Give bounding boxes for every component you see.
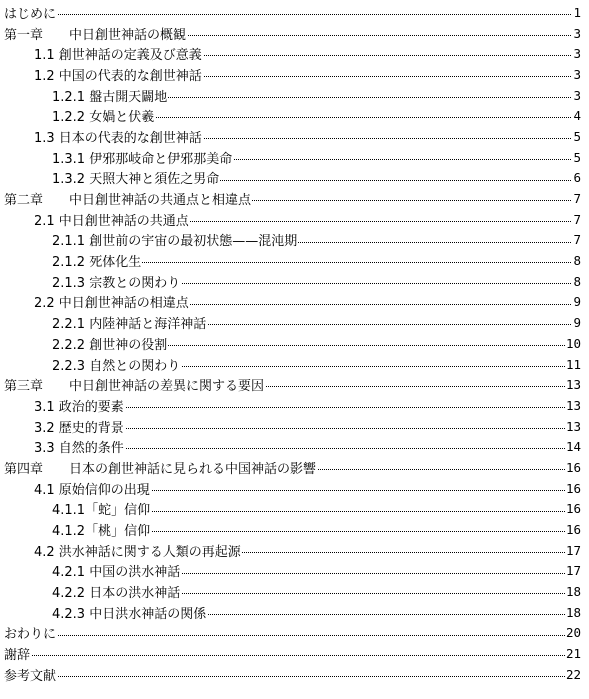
toc-entry-title: 2.1.2 死体化生 bbox=[52, 251, 142, 270]
toc-entry[interactable] bbox=[0, 333, 581, 354]
toc-entry-page: 22 bbox=[565, 666, 581, 682]
toc-entry-title: 2.1.1 創世前の宇宙の最初状態——混沌期 bbox=[52, 230, 298, 249]
toc-entry-page: 5 bbox=[573, 128, 581, 144]
dot-leader bbox=[4, 655, 581, 656]
toc-entry-page: 7 bbox=[573, 232, 581, 248]
toc-entry[interactable] bbox=[0, 395, 581, 416]
toc-entry-title: 1.3.1 伊邪那岐命と伊邪那美命 bbox=[52, 148, 233, 167]
toc-entry-title: 第二章 中日創世神話の共通点と相違点 bbox=[4, 189, 252, 208]
toc-entry-page: 5 bbox=[573, 149, 581, 165]
toc-entry-page: 16 bbox=[565, 459, 581, 475]
toc-entry[interactable] bbox=[0, 623, 581, 644]
toc-entry-title: 3.3 自然的条件 bbox=[34, 437, 125, 456]
toc-entry[interactable] bbox=[0, 292, 581, 313]
toc-entry-page: 6 bbox=[573, 170, 581, 186]
toc-entry-page: 9 bbox=[573, 315, 581, 331]
toc-entry-page: 3 bbox=[573, 46, 581, 62]
toc-entry-page: 16 bbox=[565, 522, 581, 538]
toc-entry-page: 20 bbox=[565, 625, 581, 641]
toc-entry-page: 7 bbox=[573, 211, 581, 227]
toc-entry[interactable] bbox=[0, 436, 581, 457]
toc-entry[interactable] bbox=[0, 105, 581, 126]
toc-entry-title: 第三章 中日創世神話の差異に関する要因 bbox=[4, 375, 265, 394]
toc-entry[interactable] bbox=[0, 561, 581, 582]
toc-entry[interactable] bbox=[0, 374, 581, 395]
toc-entry[interactable] bbox=[0, 457, 581, 478]
toc-entry-title: 2.1.3 宗教との関わり bbox=[52, 272, 181, 291]
toc-entry-title: 謝辞 bbox=[4, 644, 31, 663]
toc-entry-page: 3 bbox=[573, 66, 581, 82]
toc-entry-title: 3.2 歴史的背景 bbox=[34, 417, 125, 436]
toc-entry-title: 3.1 政治的要素 bbox=[34, 396, 125, 415]
toc-entry[interactable] bbox=[0, 64, 581, 85]
toc-entry-page: 9 bbox=[573, 294, 581, 310]
toc-entry-page: 18 bbox=[565, 584, 581, 600]
toc-entry-title: 4.1 原始信仰の出現 bbox=[34, 479, 151, 498]
toc-entry-page: 4 bbox=[573, 108, 581, 124]
toc-entry-title: はじめに bbox=[4, 3, 57, 22]
toc-entry-title: 4.2.2 日本の洪水神話 bbox=[52, 582, 181, 601]
toc-entry[interactable] bbox=[0, 540, 581, 561]
toc-entry-title: 参考文献 bbox=[4, 665, 57, 684]
dot-leader bbox=[4, 14, 581, 15]
toc-entry[interactable] bbox=[0, 126, 581, 147]
toc-entry[interactable] bbox=[0, 168, 581, 189]
toc-entry-page: 13 bbox=[565, 377, 581, 393]
table-of-contents bbox=[0, 2, 581, 685]
toc-entry[interactable] bbox=[0, 354, 581, 375]
toc-entry-title: 4.2.3 中日洪水神話の関係 bbox=[52, 603, 207, 622]
toc-entry[interactable] bbox=[0, 519, 581, 540]
toc-entry-page: 8 bbox=[573, 273, 581, 289]
toc-entry-page: 3 bbox=[573, 87, 581, 103]
toc-entry-title: 2.2.2 創世神の役割 bbox=[52, 334, 168, 353]
toc-entry-title: 1.3.2 天照大神と須佐之男命 bbox=[52, 168, 220, 187]
toc-entry-title: 1.3 日本の代表的な創世神話 bbox=[34, 127, 203, 146]
toc-entry-page: 13 bbox=[565, 397, 581, 413]
toc-entry-title: 4.1.1「蛇」信仰 bbox=[52, 499, 151, 518]
toc-entry-page: 17 bbox=[565, 563, 581, 579]
toc-entry-title: 2.2.1 内陸神話と海洋神話 bbox=[52, 313, 207, 332]
toc-entry[interactable] bbox=[0, 581, 581, 602]
toc-entry-title: 1.2.1 盤古開天闢地 bbox=[52, 86, 168, 105]
toc-entry[interactable] bbox=[0, 2, 581, 23]
toc-entry-page: 7 bbox=[573, 191, 581, 207]
toc-entry[interactable] bbox=[0, 416, 581, 437]
toc-entry-title: 1.2.2 女媧と伏羲 bbox=[52, 106, 155, 125]
toc-entry[interactable] bbox=[0, 312, 581, 333]
dot-leader bbox=[4, 676, 581, 677]
toc-entry-title: 4.2 洪水神話に関する人類の再起源 bbox=[34, 541, 242, 560]
toc-entry-title: 第四章 日本の創世神話に見られる中国神話の影響 bbox=[4, 458, 317, 477]
toc-entry-title: 2.2.3 自然との関わり bbox=[52, 355, 181, 374]
toc-entry[interactable] bbox=[0, 250, 581, 271]
toc-entry-page: 13 bbox=[565, 418, 581, 434]
toc-entry-page: 16 bbox=[565, 501, 581, 517]
toc-entry[interactable] bbox=[0, 209, 581, 230]
toc-entry-title: 4.2.1 中国の洪水神話 bbox=[52, 561, 181, 580]
toc-entry[interactable] bbox=[0, 230, 581, 251]
toc-entry[interactable] bbox=[0, 23, 581, 44]
toc-entry[interactable] bbox=[0, 602, 581, 623]
toc-entry-page: 3 bbox=[573, 25, 581, 41]
toc-entry-page: 11 bbox=[565, 356, 581, 372]
toc-entry-page: 1 bbox=[573, 4, 581, 20]
toc-entry-page: 14 bbox=[565, 439, 581, 455]
toc-entry-title: 2.2 中日創世神話の相違点 bbox=[34, 292, 190, 311]
toc-entry[interactable] bbox=[0, 147, 581, 168]
toc-entry[interactable] bbox=[0, 43, 581, 64]
toc-entry-page: 10 bbox=[565, 335, 581, 351]
toc-entry-title: 第一章 中日創世神話の概観 bbox=[4, 24, 187, 43]
toc-entry-page: 16 bbox=[565, 480, 581, 496]
toc-entry[interactable] bbox=[0, 499, 581, 520]
toc-entry[interactable] bbox=[0, 85, 581, 106]
toc-entry-page: 8 bbox=[573, 253, 581, 269]
toc-entry[interactable] bbox=[0, 478, 581, 499]
toc-entry-title: 2.1 中日創世神話の共通点 bbox=[34, 210, 190, 229]
toc-entry-title: 1.1 創世神話の定義及び意義 bbox=[34, 44, 203, 63]
toc-entry-page: 18 bbox=[565, 604, 581, 620]
toc-entry[interactable] bbox=[0, 643, 581, 664]
toc-entry-page: 21 bbox=[565, 646, 581, 662]
toc-entry[interactable] bbox=[0, 188, 581, 209]
toc-entry-page: 17 bbox=[565, 542, 581, 558]
toc-entry[interactable] bbox=[0, 271, 581, 292]
toc-entry-title: 4.1.2「桃」信仰 bbox=[52, 520, 151, 539]
toc-entry-title: 1.2 中国の代表的な創世神話 bbox=[34, 65, 203, 84]
toc-entry-title: おわりに bbox=[4, 623, 57, 642]
dot-leader bbox=[4, 635, 581, 636]
toc-entry[interactable] bbox=[0, 664, 581, 685]
